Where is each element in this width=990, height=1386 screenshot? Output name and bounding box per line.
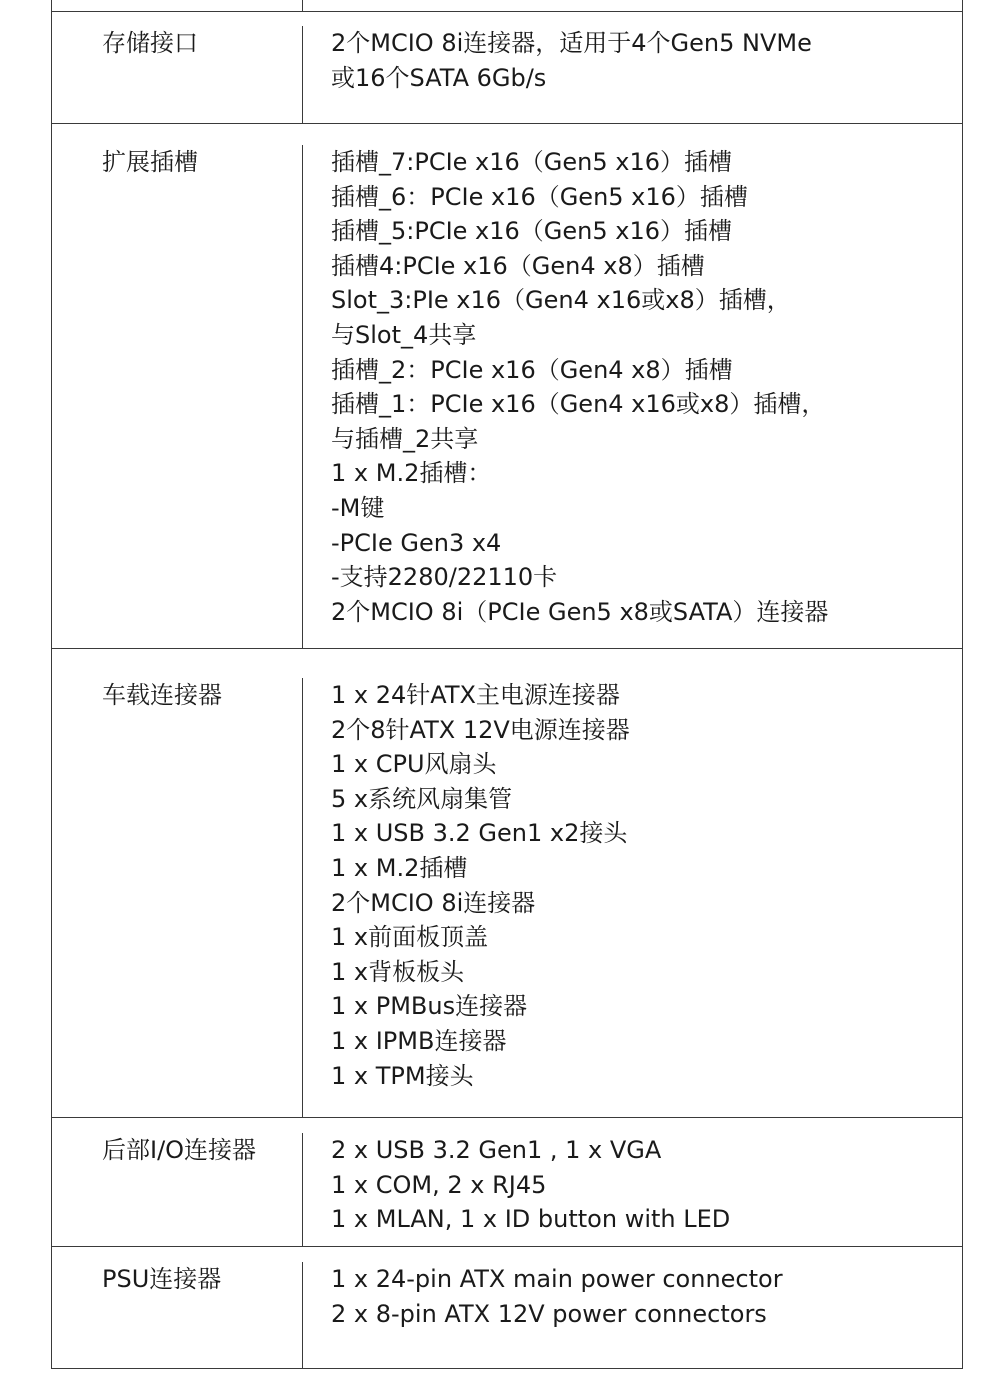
value-line: 与Slot_4共享 — [331, 320, 477, 349]
table-row-storage-interface — [52, 11, 962, 123]
value-line: 1 x USB 3.2 Gen1 x2接头 — [331, 819, 628, 848]
row-value — [303, 678, 962, 1117]
value-line: 插槽_7:PCIe x16（Gen5 x16）插槽 — [331, 148, 733, 176]
row-value — [303, 26, 962, 123]
value-line: 2个MCIO 8i连接器 — [331, 888, 536, 917]
value-line: 插槽_2：PCIe x16（Gen4 x8）插槽 — [331, 355, 733, 384]
value-line: 插槽_6：PCIe x16（Gen5 x16）插槽 — [331, 182, 748, 211]
value-line: Slot_3:PIe x16（Gen4 x16或x8）插槽， — [331, 286, 791, 315]
value-line: 1 x MLAN, 1 x ID button with LED — [331, 1205, 731, 1234]
row-label: 车载连接器 — [52, 678, 303, 1117]
value-line: 2 x 8-pin ATX 12V power connectors — [331, 1299, 767, 1328]
row-label: 存储接口 — [52, 26, 303, 123]
value-line: -PCIe Gen3 x4 — [331, 528, 502, 557]
row-label: 后部I/O连接器 — [52, 1133, 303, 1246]
table-row-rear-io-connectors — [52, 1117, 962, 1246]
value-line: 2个MCIO 8i连接器，适用于4个Gen5 NVMe — [331, 29, 812, 57]
value-line: 2个MCIO 8i（PCIe Gen5 x8或SATA）连接器 — [331, 597, 829, 626]
row-label: PSU连接器 — [52, 1262, 303, 1368]
value-line: 插槽_5:PCIe x16（Gen5 x16）插槽 — [331, 217, 733, 246]
row-label-cell — [52, 0, 303, 11]
value-line: 1 x IPMB连接器 — [331, 1026, 507, 1055]
value-line: 1 x前面板顶盖 — [331, 923, 489, 952]
row-value — [303, 145, 962, 648]
row-label: 扩展插槽 — [52, 145, 303, 648]
value-line: -支持2280/22110卡 — [331, 563, 558, 592]
value-line: 或16个SATA 6Gb/s — [331, 63, 547, 92]
table-row-expansion-slots — [52, 123, 962, 648]
value-line: 2 x USB 3.2 Gen1 , 1 x VGA — [331, 1136, 662, 1164]
value-line: 1 x M.2插槽 — [331, 853, 468, 882]
value-line: 1 x 24针ATX主电源连接器 — [331, 681, 620, 709]
value-line: 1 x M.2插槽： — [331, 459, 492, 488]
value-line: 1 x背板板头 — [331, 957, 465, 986]
table-row-top-stub — [52, 0, 962, 11]
row-value-cell — [303, 0, 962, 11]
value-line: 1 x PMBus连接器 — [331, 992, 528, 1021]
value-line: 5 x系统风扇集管 — [331, 784, 513, 813]
row-value — [303, 1262, 962, 1368]
value-line: 1 x TPM接头 — [331, 1061, 474, 1090]
value-line: -M键 — [331, 493, 385, 522]
value-line: 1 x COM, 2 x RJ45 — [331, 1170, 547, 1199]
spec-table — [51, 0, 963, 1369]
value-line: 2个8针ATX 12V电源连接器 — [331, 715, 630, 744]
value-line: 1 x CPU风扇头 — [331, 750, 497, 779]
table-row-onboard-connectors — [52, 648, 962, 1117]
table-row-psu-connectors — [52, 1246, 962, 1368]
row-value — [303, 1133, 962, 1246]
value-line: 插槽_1：PCIe x16（Gen4 x16或x8）插槽， — [331, 390, 826, 419]
value-line: 与插槽_2共享 — [331, 424, 479, 453]
value-line: 插槽4:PCIe x16（Gen4 x8）插槽 — [331, 251, 705, 280]
value-line: 1 x 24-pin ATX main power connector — [331, 1265, 783, 1293]
